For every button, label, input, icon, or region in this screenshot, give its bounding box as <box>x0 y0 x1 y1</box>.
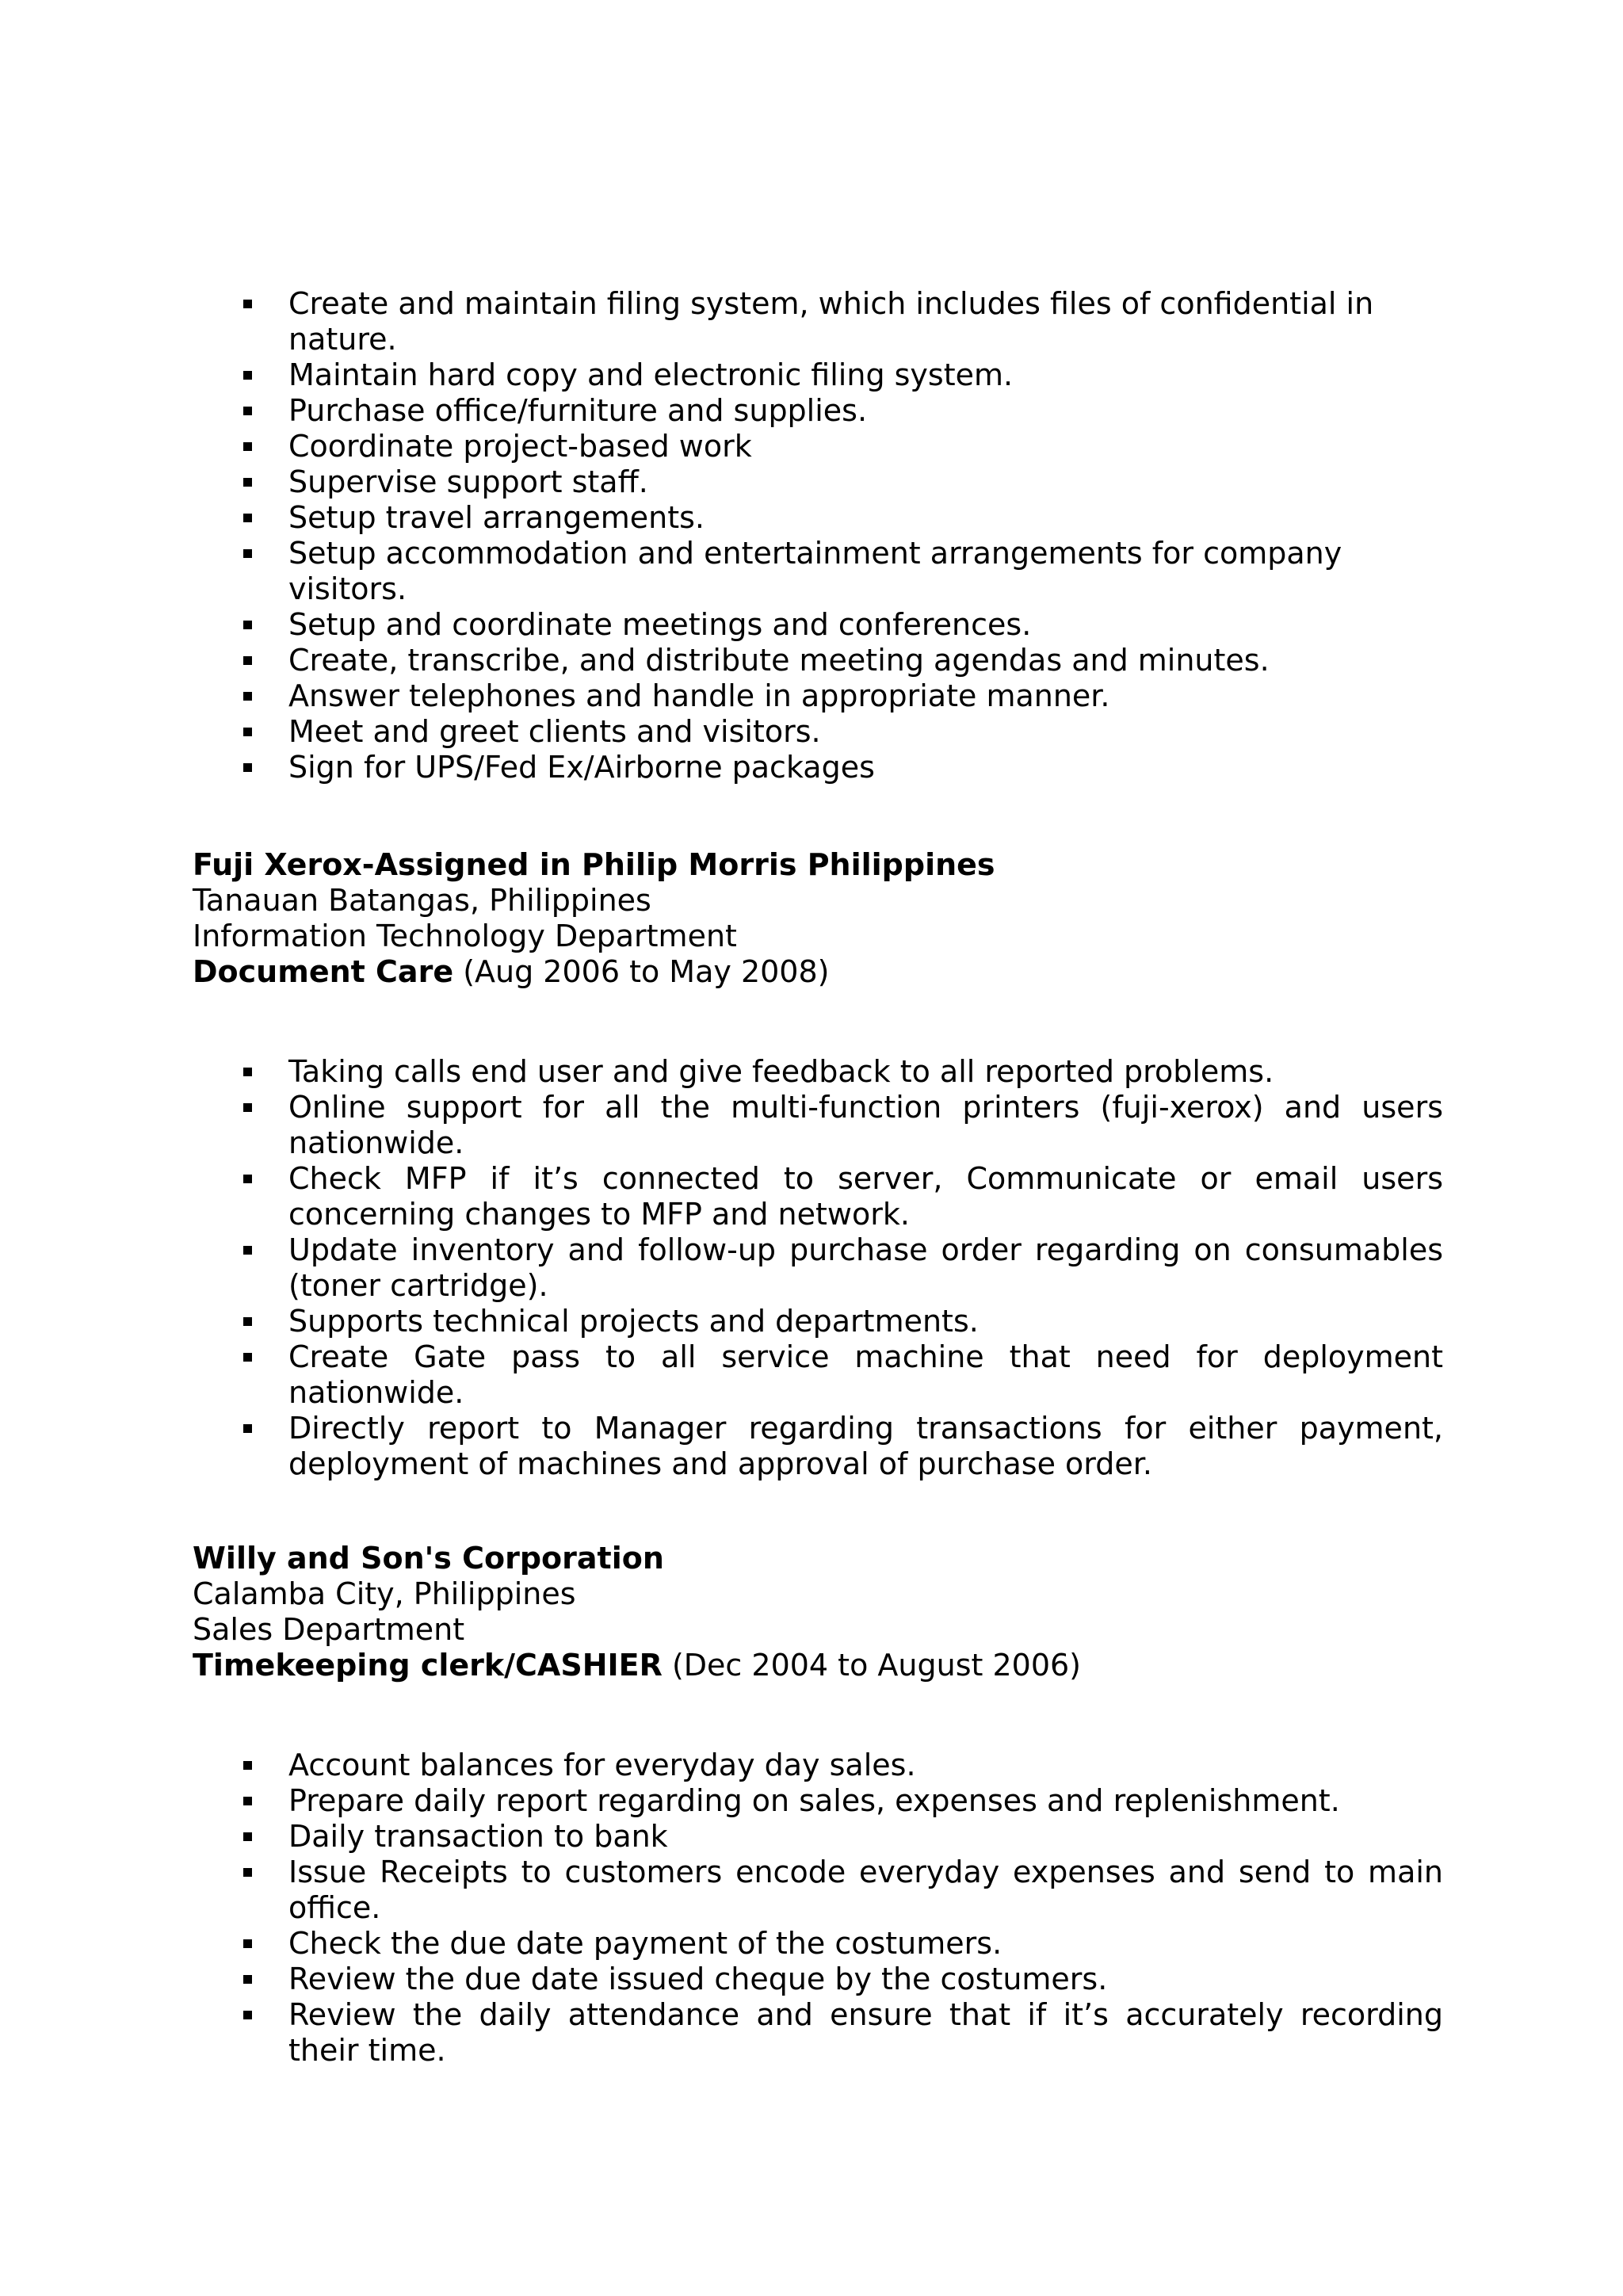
job-dates: (Aug 2006 to May 2008) <box>463 954 830 989</box>
list-item: Maintain hard copy and electronic filing system. <box>193 357 1443 393</box>
square-bullet-icon <box>243 1103 252 1112</box>
square-bullet-icon <box>243 1832 252 1841</box>
list-item: Sign for UPS/Fed Ex/Airborne packages <box>193 750 1443 785</box>
list-item: Check MFP if it’s connected to server, Communicate or email users concerning changes to MFP and network. <box>193 1161 1443 1232</box>
square-bullet-icon <box>243 407 252 415</box>
job-role <box>193 1648 1443 1683</box>
square-bullet-icon <box>243 1424 252 1433</box>
spacer <box>193 1683 1443 1748</box>
square-bullet-icon <box>243 300 252 308</box>
resume-content <box>193 286 1443 2069</box>
list-item: Check the due date payment of the costumers. <box>193 1926 1443 1962</box>
list-item: Setup and coordinate meetings and conferences. <box>193 607 1443 643</box>
list-item: Daily transaction to bank <box>193 1819 1443 1855</box>
square-bullet-icon <box>243 371 252 380</box>
list-item: Setup accommodation and entertainment arrangements for company visitors. <box>193 536 1443 607</box>
list-item: Meet and greet clients and visitors. <box>193 714 1443 750</box>
list-item: Issue Receipts to customers encode everyday expenses and send to main office. <box>193 1855 1443 1926</box>
willy-job-duties <box>193 1748 1443 2069</box>
job-title: Timekeeping clerk/CASHIER <box>193 1648 663 1683</box>
spacer <box>193 990 1443 1054</box>
list-item: Review the daily attendance and ensure that if it’s accurately recording their time. <box>193 1997 1443 2069</box>
list-item: Account balances for everyday day sales. <box>193 1748 1443 1783</box>
square-bullet-icon <box>243 1353 252 1362</box>
list-item: Create, transcribe, and distribute meeting agendas and minutes. <box>193 643 1443 678</box>
list-item: Update inventory and follow-up purchase order regarding on consumables (toner cartridge). <box>193 1232 1443 1304</box>
list-item: Supervise support staff. <box>193 464 1443 500</box>
list-item: Review the due date issued cheque by the costumers. <box>193 1962 1443 1997</box>
list-item: Supports technical projects and departments. <box>193 1304 1443 1339</box>
spacer <box>193 785 1443 847</box>
list-item: Setup travel arrangements. <box>193 500 1443 536</box>
square-bullet-icon <box>243 1317 252 1326</box>
square-bullet-icon <box>243 1939 252 1948</box>
employer-name: Willy and Son's Corporation <box>193 1541 664 1576</box>
square-bullet-icon <box>243 656 252 665</box>
list-item: Purchase office/furniture and supplies. <box>193 393 1443 429</box>
list-item: Taking calls end user and give feedback to all reported problems. <box>193 1054 1443 1090</box>
list-item: Create and maintain filing system, which includes files of confidential in nature. <box>193 286 1443 357</box>
employer-name: Fuji Xerox-Assigned in Philip Morris Philippines <box>193 847 995 882</box>
job-location: Calamba City, Philippines <box>193 1576 576 1611</box>
job-role <box>193 954 1443 990</box>
list-item: Coordinate project-based work <box>193 429 1443 464</box>
square-bullet-icon <box>243 442 252 451</box>
square-bullet-icon <box>243 478 252 487</box>
square-bullet-icon <box>243 2011 252 2019</box>
square-bullet-icon <box>243 1797 252 1805</box>
job-header-willy <box>193 1541 1443 1683</box>
square-bullet-icon <box>243 621 252 629</box>
job-dates: (Dec 2004 to August 2006) <box>671 1648 1081 1683</box>
list-item: Prepare daily report regarding on sales, expenses and replenishment. <box>193 1783 1443 1819</box>
square-bullet-icon <box>243 763 252 772</box>
job-department: Sales Department <box>193 1612 465 1647</box>
square-bullet-icon <box>243 549 252 558</box>
job-department: Information Technology Department <box>193 919 737 953</box>
square-bullet-icon <box>243 1068 252 1076</box>
square-bullet-icon <box>243 1246 252 1255</box>
list-item: Create Gate pass to all service machine that need for deployment nationwide. <box>193 1339 1443 1411</box>
square-bullet-icon <box>243 1975 252 1984</box>
square-bullet-icon <box>243 692 252 701</box>
job-title: Document Care <box>193 954 454 989</box>
square-bullet-icon <box>243 514 252 522</box>
square-bullet-icon <box>243 1175 252 1183</box>
previous-job-duties <box>193 286 1443 785</box>
job-location: Tanauan Batangas, Philippines <box>193 883 651 918</box>
list-item: Answer telephones and handle in appropriate manner. <box>193 678 1443 714</box>
square-bullet-icon <box>243 1868 252 1877</box>
square-bullet-icon <box>243 728 252 736</box>
square-bullet-icon <box>243 1761 252 1770</box>
list-item: Directly report to Manager regarding transactions for either payment, deployment of machines and approval of purchase order. <box>193 1411 1443 1482</box>
spacer <box>193 1482 1443 1541</box>
list-item: Online support for all the multi-function printers (fuji-xerox) and users nationwide. <box>193 1090 1443 1161</box>
fuji-job-duties <box>193 1054 1443 1482</box>
job-header-fuji <box>193 847 1443 990</box>
